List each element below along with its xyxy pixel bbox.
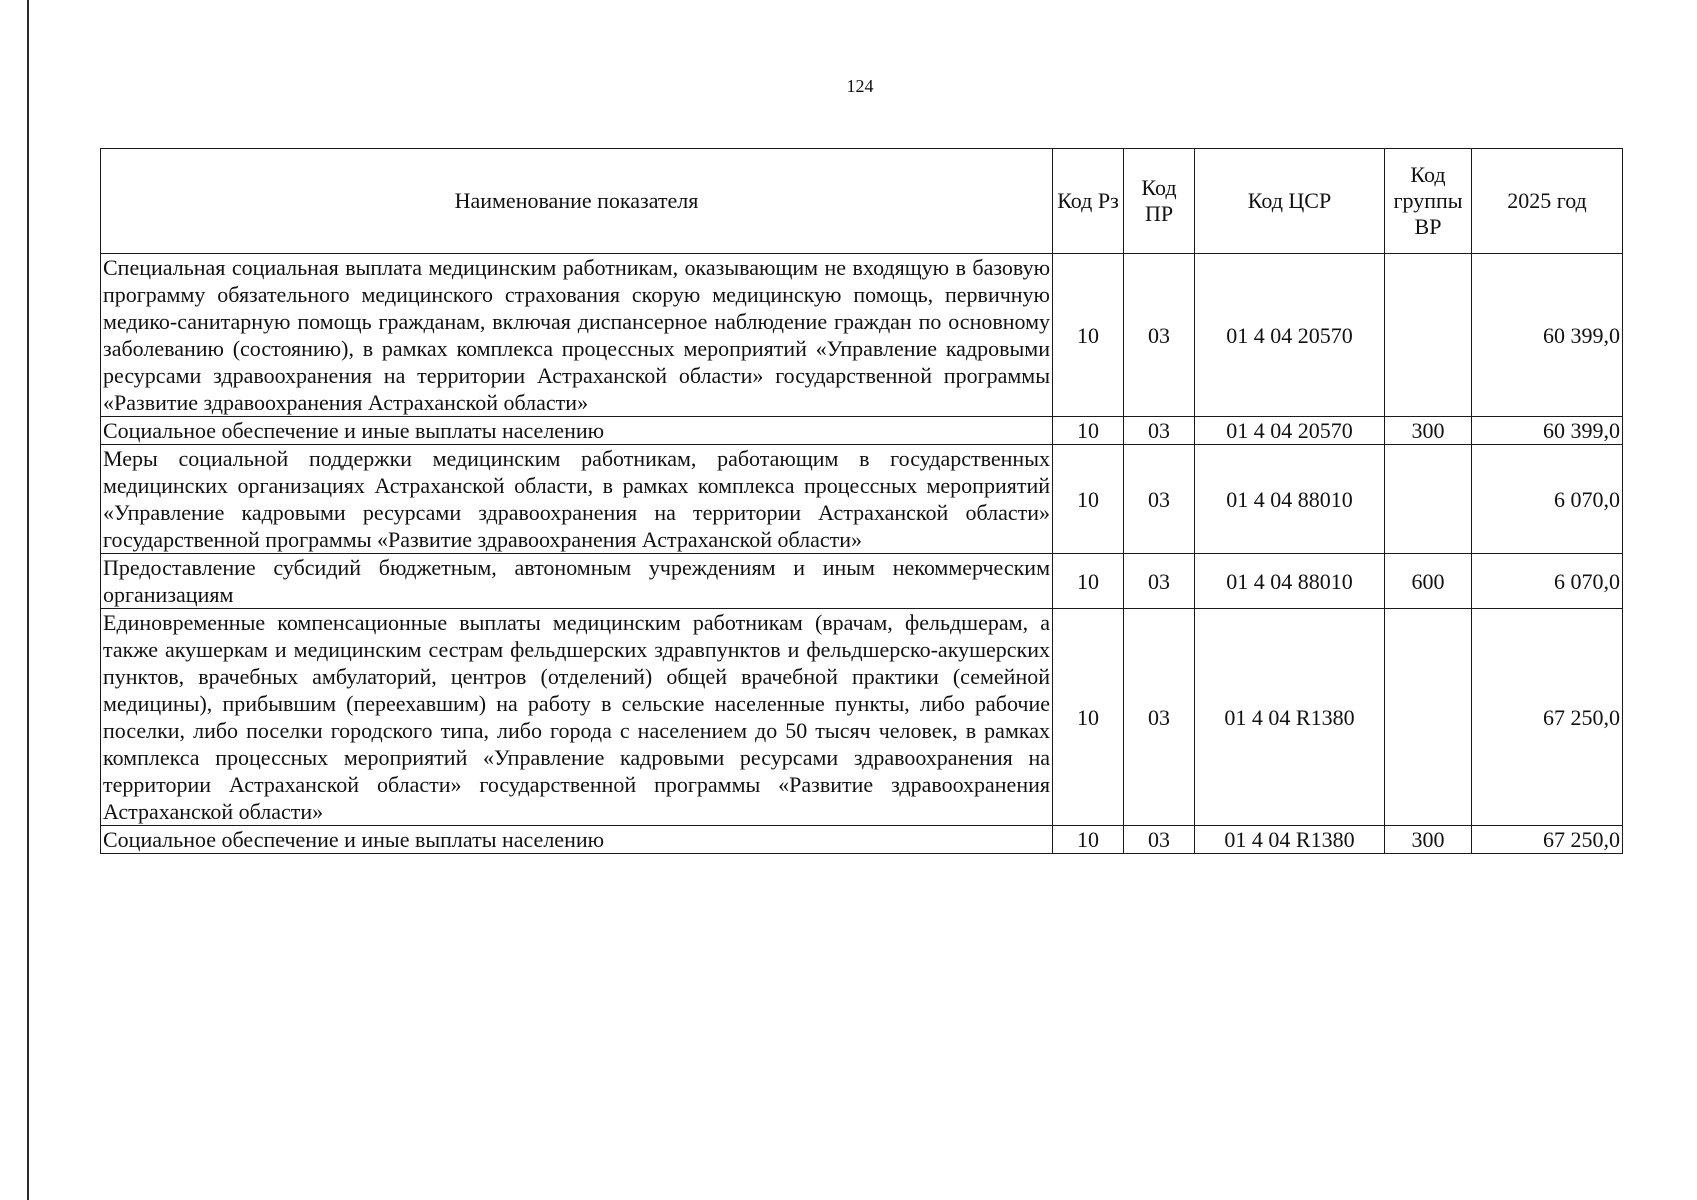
header-csr: Код ЦСР — [1195, 149, 1385, 254]
row-rz: 10 — [1053, 417, 1124, 445]
row-name: Социальное обеспечение и иные выплаты населению — [101, 417, 1053, 445]
row-pr: 03 — [1124, 254, 1195, 417]
header-pr: Код ПР — [1124, 149, 1195, 254]
table-header-row — [101, 149, 1623, 254]
row-pr: 03 — [1124, 554, 1195, 609]
table-row — [101, 554, 1623, 609]
row-vr: 300 — [1385, 826, 1472, 854]
row-pr: 03 — [1124, 826, 1195, 854]
header-name: Наименование показателя — [101, 149, 1053, 254]
row-amount: 6 070,0 — [1472, 445, 1623, 554]
table-row — [101, 826, 1623, 854]
row-name: Единовременные компенсационные выплаты медицинским работникам (врачам, фельдшерам, а также акушеркам и медицинским сестрам фельдшерских здравпунктов и фельдшерско-акушерских пунктов, врачебных амбулаторий, центров (отделений) общей врачебной практики (семейной медицины), прибывшим (переехавшим) на работу в сельские населенные пункты, либо рабочие поселки, либо поселки городского типа, либо города с населением до 50 тысяч человек, в рамках комплекса процессных мероприятий «Управление кадровыми ресурсами здравоохранения на территории Астраханской области» государственной программы «Развитие здравоохранения Астраханской области» — [101, 609, 1053, 826]
table-row — [101, 609, 1623, 826]
row-vr — [1385, 445, 1472, 554]
row-amount: 67 250,0 — [1472, 826, 1623, 854]
row-amount: 6 070,0 — [1472, 554, 1623, 609]
table-row — [101, 445, 1623, 554]
header-vr: Код группы ВР — [1385, 149, 1472, 254]
row-vr — [1385, 609, 1472, 826]
row-csr: 01 4 04 88010 — [1195, 445, 1385, 554]
row-csr: 01 4 04 20570 — [1195, 417, 1385, 445]
row-pr: 03 — [1124, 609, 1195, 826]
budget-table — [100, 148, 1623, 854]
page-number: 124 — [846, 76, 874, 96]
row-amount: 60 399,0 — [1472, 254, 1623, 417]
row-csr: 01 4 04 R1380 — [1195, 609, 1385, 826]
row-pr: 03 — [1124, 417, 1195, 445]
row-amount: 67 250,0 — [1472, 609, 1623, 826]
row-rz: 10 — [1053, 254, 1124, 417]
header-rz: Код Рз — [1053, 149, 1124, 254]
binding-margin-line — [27, 0, 29, 1200]
row-pr: 03 — [1124, 445, 1195, 554]
row-name: Специальная социальная выплата медицинским работникам, оказывающим не входящую в базовую программу обязательного медицинского страхования скорую медицинскую помощь, первичную медико-санитарную помощь гражданам, включая диспансерное наблюдение граждан по основному заболеванию (состоянию), в рамках комплекса процессных мероприятий «Управление кадровыми ресурсами здравоохранения на территории Астраханской области» государственной программы «Развитие здравоохранения Астраханской области» — [101, 254, 1053, 417]
row-rz: 10 — [1053, 826, 1124, 854]
row-vr — [1385, 254, 1472, 417]
row-name: Меры социальной поддержки медицинским работникам, работающим в государственных медицинских организациях Астраханской области, в рамках комплекса процессных мероприятий «Управление кадровыми ресурсами здравоохранения на территории Астраханской области» государственной программы «Развитие здравоохранения Астраханской области» — [101, 445, 1053, 554]
header-year: 2025 год — [1472, 149, 1623, 254]
row-rz: 10 — [1053, 554, 1124, 609]
row-amount: 60 399,0 — [1472, 417, 1623, 445]
table-row — [101, 254, 1623, 417]
row-csr: 01 4 04 88010 — [1195, 554, 1385, 609]
row-vr: 600 — [1385, 554, 1472, 609]
table-row — [101, 417, 1623, 445]
row-csr: 01 4 04 20570 — [1195, 254, 1385, 417]
row-name: Социальное обеспечение и иные выплаты населению — [101, 826, 1053, 854]
row-rz: 10 — [1053, 445, 1124, 554]
row-vr: 300 — [1385, 417, 1472, 445]
row-csr: 01 4 04 R1380 — [1195, 826, 1385, 854]
row-rz: 10 — [1053, 609, 1124, 826]
row-name: Предоставление субсидий бюджетным, автономным учреждениям и иным некоммерческим организациям — [101, 554, 1053, 609]
